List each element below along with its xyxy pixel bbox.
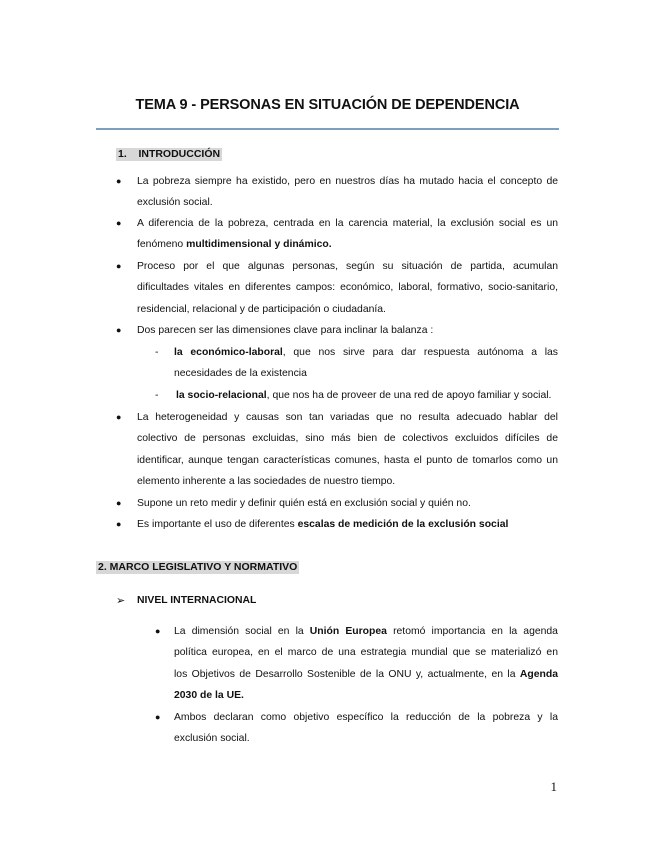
bold-text: multidimensional y dinámico. bbox=[186, 239, 332, 251]
text-span: , que nos ha de proveer de una red de apoyo familiar y social. bbox=[266, 390, 552, 401]
bullet-icon: ● bbox=[116, 412, 122, 422]
text-line bbox=[174, 664, 558, 685]
bullet-icon: ● bbox=[155, 712, 161, 722]
bold-text: la económico-laboral bbox=[174, 347, 283, 358]
text-line bbox=[137, 514, 558, 535]
text-line bbox=[174, 621, 558, 642]
text-line bbox=[174, 342, 558, 363]
text-span: , que nos sirve para dar respuesta autónoma a las bbox=[282, 347, 558, 358]
list-item bbox=[137, 407, 558, 493]
text-line bbox=[137, 234, 558, 255]
text-line: Proceso por el que algunas personas, según su situación de partida, acumulan bbox=[137, 261, 558, 272]
text-line: colectivo de personas excluidas, sino más bien de colectivos excluidos difíciles de bbox=[137, 433, 558, 445]
bold-text: 2030 de la UE. bbox=[174, 690, 244, 702]
section-2-heading: 2. MARCO LEGISLATIVO Y NORMATIVO bbox=[98, 561, 298, 573]
list-item bbox=[137, 493, 558, 514]
list-item bbox=[137, 514, 558, 535]
text-line: La heterogeneidad y causas son tan variadas que no resulta adecuado hablar del bbox=[137, 412, 558, 423]
text-line: dificultades vitales en diferentes campos: económico, laboral, formativo, socio-sanitario, bbox=[137, 282, 558, 294]
text-line: Supone un reto medir y definir quién está en exclusión social y quién no. bbox=[137, 498, 471, 509]
arrow-bullet-icon: ➢ bbox=[116, 595, 126, 607]
page-number: 1 bbox=[550, 779, 557, 794]
bullet-icon: ● bbox=[116, 519, 122, 529]
text-span: los Objetivos de Desarrollo Sostenible de la ONU y, actualmente, en la bbox=[174, 668, 520, 680]
text-line: La pobreza siempre ha existido, pero en nuestros días ha mutado hacia el concepto de bbox=[137, 176, 558, 187]
bullet-icon: ● bbox=[116, 325, 122, 335]
sub-list-item bbox=[174, 342, 558, 385]
list-item bbox=[174, 707, 558, 750]
text-line: residencial, relacional y de participación o ciudadanía. bbox=[137, 303, 386, 315]
bullet-icon: ● bbox=[116, 498, 122, 508]
title-underline bbox=[96, 128, 559, 130]
section-1-heading bbox=[116, 148, 222, 161]
list-item bbox=[137, 171, 558, 214]
text-line: A diferencia de la pobreza, centrada en la carencia material, la exclusión social es un bbox=[137, 218, 558, 229]
text-line: identificar, aunque tengan características comunes, hasta el punto de tomarlos como un bbox=[137, 454, 558, 466]
bullet-icon: ● bbox=[155, 626, 161, 636]
section-1-title: INTRODUCCIÓN bbox=[138, 148, 221, 160]
dash-marker: - bbox=[155, 390, 159, 401]
text-line: Dos parecen ser las dimensiones clave para inclinar la balanza : bbox=[137, 325, 434, 336]
bold-text: Agenda bbox=[519, 668, 558, 680]
sub-list-item bbox=[176, 385, 560, 406]
page-title: TEMA 9 - PERSONAS EN SITUACIÓN DE DEPENDENCIA bbox=[135, 97, 520, 113]
list-item bbox=[137, 320, 558, 341]
list-item bbox=[137, 213, 558, 256]
text-line: política europea, en el marco de una estrategia mundial que se materializó en bbox=[174, 647, 558, 659]
bold-text: escalas de medición de la exclusión social bbox=[297, 519, 509, 530]
text-line bbox=[174, 685, 558, 706]
text-line: Ambos declaran como objetivo específico la reducción de la pobreza y la bbox=[174, 712, 558, 723]
bullet-icon: ● bbox=[116, 261, 122, 271]
bullet-icon: ● bbox=[116, 176, 122, 186]
text-line: exclusión social. bbox=[137, 197, 213, 209]
subsection-heading: NIVEL INTERNACIONAL bbox=[137, 595, 257, 606]
list-item bbox=[137, 256, 558, 320]
text-line bbox=[176, 385, 560, 406]
list-item bbox=[174, 621, 558, 707]
bold-text: la socio-relacional bbox=[176, 390, 267, 401]
text-span: La dimensión social en la bbox=[174, 626, 310, 637]
text-span: fenómeno bbox=[137, 239, 187, 251]
section-1-number: 1. bbox=[118, 148, 127, 160]
text-line: exclusión social. bbox=[174, 733, 250, 745]
text-span: retomó importancia en la agenda bbox=[386, 626, 558, 637]
bold-text: Unión Europea bbox=[309, 626, 387, 637]
dash-marker: - bbox=[155, 347, 159, 358]
text-line: elemento inherente a las sociedades de nuestro tiempo. bbox=[137, 476, 396, 488]
text-span: Es importante el uso de diferentes bbox=[137, 519, 298, 530]
bullet-icon: ● bbox=[116, 218, 122, 228]
text-line: necesidades de la existencia bbox=[174, 368, 307, 380]
